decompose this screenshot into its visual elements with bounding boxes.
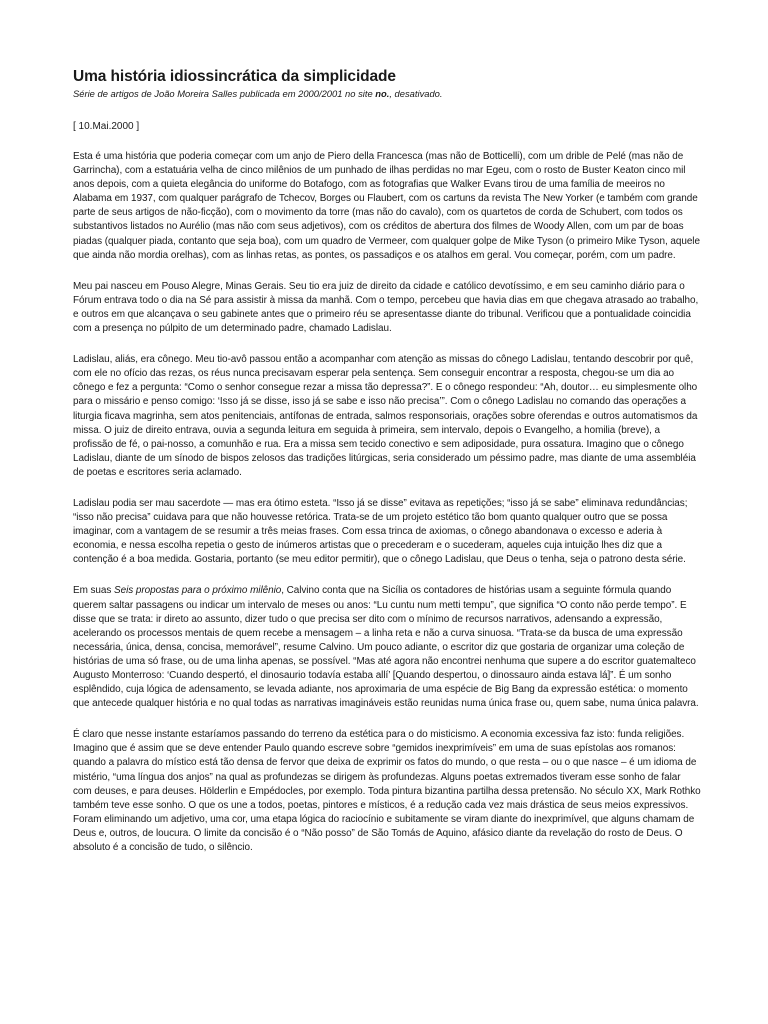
article-title: Uma história idiossincrática da simplicidade — [73, 68, 396, 85]
article-subtitle — [73, 88, 701, 100]
paragraph-4: Ladislau podia ser mau sacerdote — mas era ótimo esteta. “Isso já se disse” evitava as repetições; “isso já se sabe” eliminava redundâncias; “isso não precisa” cuidava para que não houvesse retórica. Trata-se de um projeto estético tão bom quanto qualquer outro que se possa imaginar, com a vantagem de se resumir a três meias frases. Com essa trinca de axiomas, o cônego abandonava o excesso e aderia à economia, e nessa escolha repetia o gesto de inúmeros artistas que o precederam e o sucederam, aqueles cuja intuição lhes diz que a contenção é a boa medida. Gostaria, portanto (se meu editor permitir), que o cônego Ladislau, que Deus o tenha, seja o patrono desta série. — [73, 497, 688, 566]
paragraph-2: Meu pai nasceu em Pouso Alegre, Minas Gerais. Seu tio era juiz de direito da cidade e católico devotíssimo, e em seu caminho diário para o Fórum entrava todo o dia na Sé para assistir à missa da manhã. Com o tempo, percebeu que havia dias em que chegava atrasado ao trabalho, e outros em que alcançava o seu gabinete antes que o primeiro réu se apresentasse diante do tribunal. Verificou que a pontualidade coincidia com a presença no púlpito de um determinado padre, chamado Ladislau. — [73, 280, 699, 335]
paragraph-3: Ladislau, aliás, era cônego. Meu tio-avô passou então a acompanhar com atenção as missas do cônego Ladislau, tentando descobrir por quê, com ele no ofício das rezas, os réus nunca precisavam esperar pela sentença. Sem conseguir encontrar a resposta, chegou-se um dia ao cônego e fez a pergunta: “Como o senhor consegue rezar a missa tão depressa?”. E o cônego respondeu: “Ah, doutor… eu simplesmente olho para o missário e penso comigo: ‘Isso já se disse, isso já se sabe e isso não precisa’”. Com o cônego Ladislau no comando das operações a liturgia ficava magrinha, sem atos penitenciais, antífonas de entrada, salmos responsoriais, orações sobre oferendas e outros automatismos da missa. O juiz de direito entrava, ouvia a segunda leitura em seguida à primeira, sem intervalo, depois o Evangelho, a homilia (breve), a profissão de fé, o pai-nosso, a comunhão e rua. Era a missa sem tecido conectivo e sem adiposidade, pura ossatura. Imagino que o cônego Ladislau, diante de um sínodo de bispos zelosos das tradições litúrgicas, seria considerado um péssimo padre, mas diante de uma assembléia de poetas e escritores seria aclamado. — [73, 354, 698, 478]
paragraph-6: É claro que nesse instante estaríamos passando do terreno da estética para o do misticismo. A economia excessiva faz isto: funda religiões. Imagino que é assim que se deve entender Paulo quando escreve sobre “gemidos inexprimíveis” em uma de suas epístolas aos romanos: quando a palavra do místico está tão densa de fervor que deixa de exprimir os fatos do mundo, o que resta – ou o que nasce – é um idioma de mistério, “uma língua dos anjos” na qual as profundezas se dirigem às profundezas. Alguns poetas extremados tiveram esse sonho de falar com deuses, e para deuses. Hölderlin e Empédocles, por exemplo. Toda pintura bizantina partilha dessa pretensão. No século XX, Mark Rothko também teve esse sonho. O que os une a todos, poetas, pintores e místicos, é a redução cada vez mais drástica de seus meios expressivos. Foram eliminando um adjetivo, uma cor, uma etapa lógica do raciocínio e subitamente se viram diante do inexprimível, que alguns chamam de Deus e, outros, de loucura. O limite da concisão é o “Não posso” de São Tomás de Aquino, afásico diante da revelação do rosto de Deus. O absoluto é a concisão de tudo, o silêncio. — [73, 729, 701, 854]
subtitle-site-name: no. — [375, 88, 390, 99]
subtitle-prefix: Série de artigos de João Moreira Salles publicada em 2000/2001 no site — [73, 88, 376, 99]
article — [73, 67, 701, 855]
subtitle-suffix: , desativado. — [389, 88, 443, 99]
paragraph-5-prefix: Em suas — [73, 585, 115, 597]
book-title: Seis propostas para o próximo milênio — [114, 585, 282, 597]
paragraph-5 — [73, 584, 701, 711]
paragraph-1: Esta é uma história que poderia começar com um anjo de Piero della Francesca (mas não de Botticelli), com um drible de Pelé (mas não de Garrincha), com a estatuária velha de cinco milênios de um punhado de ilhas perdidas no mar Egeu, com o rosto de Buster Keaton cinco mil anos depois, com a quieta elegância do uniforme do Botafogo, com as fotografias que Walker Evans tirou de uma família de meeiros no Alabama em 1937, com qualquer parágrafo de Tchecov, Borges ou Flaubert, com os cartuns da revista The New Yorker (e também com grande parte de seus artigos de não-ficção), com o movimento da torre (mas não do cavalo), com os quartetos de corda de Schubert, com todos os substantivos listados no Aurélio (mas não com seus adjetivos), com os créditos de abertura dos filmes de Woody Allen, com um par de boas piadas (qualquer piada, contanto que seja boa), com um quadro de Vermeer, com qualquer golpe de Mike Tyson (o primeiro Mike Tyson, aquele que ainda não mordia orelhas), com as linhas retas, as pontes, os passadiços e os atalhos em geral. Vou começar, porém, com um padre. — [73, 151, 700, 261]
article-date: [ 10.Mai.2000 ] — [73, 121, 140, 132]
paragraph-5-body: , Calvino conta que na Sicília os contadores de histórias usam a seguinte fórmula quando querem saltar passagens ou indicar um intervalo de meses ou anos: “Lu cuntu num metti tempu”, que significa “O conto não perde tempo”. E disse que se trata: ir direto ao assunto, dizer tudo o que precisa ser dito com o mínimo de recursos narrativos, adensando a expressão, acelerando os processos mentais de quem recebe a mensagem – a linha reta e não a curva sinuosa. “Trata-se da busca de uma expressão necessária, única, densa, concisa, memorável”, resume Calvino. Um pouco adiante, o escritor diz que gostaria de organizar uma coleção de histórias de uma só frase, ou de uma linha apenas, se possível. “Mas até agora não encontrei nenhuma que supere a do escritor guatemalteco Augusto Monterroso: ‘Cuando despertó, el dinosaurio todavía estaba allí’ [Quando despertou, o dinossauro ainda estava lá]”. É um sonho esplêndido, cuja lógica de adensamento, se levada adiante, nos aproximaria de uma espécie de Big Bang da expressão estética: o momento que antecede qualquer história e no qual todas as narrativas imagináveis estão reunidas numa única frase ou, quem sabe, numa única palavra. — [73, 585, 699, 710]
